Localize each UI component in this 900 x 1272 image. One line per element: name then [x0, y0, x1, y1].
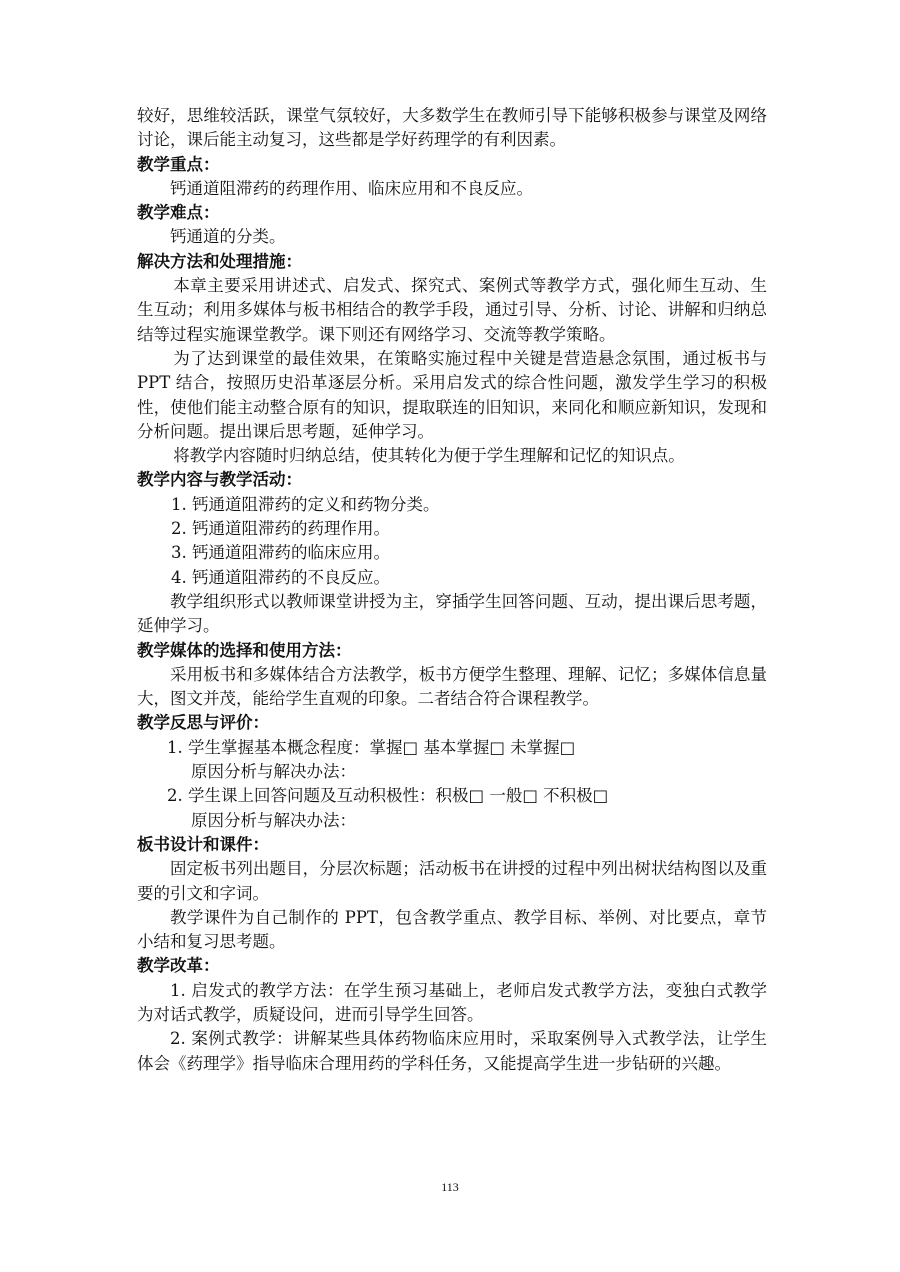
- solutions-paragraph-2: 为了达到课堂的最佳效果，在策略实施过程中关键是营造悬念氛围，通过板书与 PPT 结合，按照历史沿革逐层分析。采用启发式的综合性问题，激发学生学习的积极性，使他们能主动整合原有的知识，提取联连的旧知识，来同化和顺应新知识，发现和分析问题。提出课后思考题，延伸学习。: [137, 348, 767, 441]
- reflection-item-1-sub: 原因分析与解决办法：: [191, 762, 356, 782]
- difficulties-heading: 教学难点：: [137, 203, 220, 223]
- reform-heading: 教学改革：: [137, 956, 220, 976]
- board-paragraph-2: 教学课件为自己制作的 PPT，包含教学重点、教学目标、举例、对比要点，章节小结和复习思考题。: [137, 907, 767, 952]
- solutions-paragraph-1: 本章主要采用讲述式、启发式、探究式、案例式等教学方式，强化师生互动、生生互动；利用多媒体与板书相结合的教学手段，通过引导、分析、讨论、讲解和归纳总结等过程实施课堂教学。课下则还有网络学习、交流等教学策略。: [137, 276, 767, 344]
- page-content: [137, 104, 767, 1076]
- media-body: 采用板书和多媒体结合方法教学，板书方便学生整理、理解、记忆；多媒体信息量大，图文并茂，能给学生直观的印象。二者结合符合课程教学。: [137, 664, 767, 709]
- reform-paragraph-2: 2. 案例式教学：讲解某些具体药物临床应用时，采取案例导入式教学法，让学生体会《药理学》指导临床合理用药的学科任务，又能提高学生进一步钻研的兴趣。: [137, 1029, 767, 1073]
- media-heading: 教学媒体的选择和使用方法：: [137, 640, 352, 660]
- page-number: 113: [441, 1180, 459, 1194]
- intro-paragraph: 较好，思维较活跃，课堂气氛较好，大多数学生在教师引导下能够积极参与课堂及网络讨论，课后能主动复习，这些都是学好药理学的有利因素。: [137, 106, 767, 150]
- solutions-paragraph-3: 将教学内容随时归纳总结，使其转化为便于学生理解和记忆的知识点。: [173, 446, 685, 466]
- difficulties-body: 钙通道的分类。: [170, 227, 286, 247]
- reflection-item-2: 2. 学生课上回答问题及互动积极性：积极□ 一般□ 不积极□: [167, 786, 609, 806]
- content-list-item-4: 4. 钙通道阻滞药的不良反应。: [171, 567, 390, 587]
- reform-paragraph-1: 1. 启发式的教学方法：在学生预习基础上，老师启发式教学方法，变独白式教学为对话式教学，质疑设问，进而引导学生回答。: [137, 980, 767, 1024]
- reflection-item-1: 1. 学生掌握基本概念程度：掌握□ 基本掌握□ 未掌握□: [167, 737, 576, 757]
- content-list-item-2: 2. 钙通道阻滞药的药理作用。: [171, 519, 390, 539]
- content-list-item-3: 3. 钙通道阻滞药的临床应用。: [171, 543, 390, 563]
- key-points-heading: 教学重点：: [137, 154, 220, 174]
- content-activities-heading: 教学内容与教学活动：: [137, 470, 302, 490]
- reflection-item-2-sub: 原因分析与解决办法：: [191, 810, 356, 830]
- key-points-body: 钙通道阻滞药的药理作用、临床应用和不良反应。: [170, 178, 533, 198]
- content-activities-body: 教学组织形式以教师课堂讲授为主，穿插学生回答问题、互动，提出课后思考题，延伸学习。: [137, 591, 767, 636]
- board-heading: 板书设计和课件：: [137, 834, 269, 854]
- content-list-item-1: 1. 钙通道阻滞药的定义和药物分类。: [171, 494, 440, 514]
- solutions-heading: 解决方法和处理措施：: [137, 251, 302, 271]
- reflection-heading: 教学反思与评价：: [137, 713, 269, 733]
- board-paragraph-1: 固定板书列出题目，分层次标题；活动板书在讲授的过程中列出树状结构图以及重要的引文和字词。: [137, 859, 767, 903]
